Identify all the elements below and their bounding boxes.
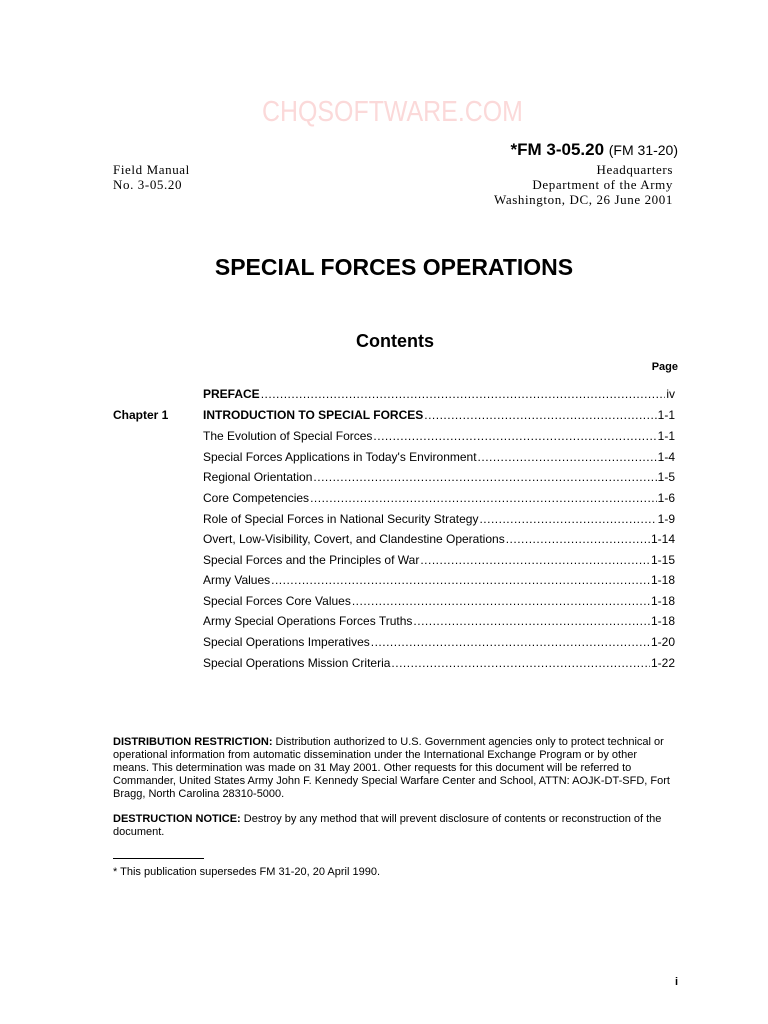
toc-entry-page: 1-14 — [650, 532, 675, 546]
toc-entry-page: 1-6 — [657, 491, 675, 505]
toc-entry[interactable] — [203, 634, 675, 650]
toc-leader-dots — [413, 613, 650, 629]
toc-entry-label: Special Forces Core Values — [203, 594, 351, 608]
toc-entry-label: Special Operations Mission Criteria — [203, 656, 391, 670]
toc-entry[interactable] — [203, 469, 675, 485]
toc-entry-label: INTRODUCTION TO SPECIAL FORCES — [203, 408, 424, 422]
toc-leader-dots — [506, 531, 650, 547]
toc-entry-page: 1-18 — [650, 594, 675, 608]
toc-entry-page: iv — [666, 387, 675, 401]
footnote-divider — [113, 858, 204, 859]
destruction-text: Destroy by any method that will prevent disclosure of contents or reconstruction of the document. — [113, 813, 662, 838]
toc-entry-label: Army Special Operations Forces Truths — [203, 614, 413, 628]
toc-entry[interactable] — [203, 428, 675, 444]
toc-entry-label: Regional Orientation — [203, 470, 313, 484]
toc-entry-label: The Evolution of Special Forces — [203, 429, 373, 443]
toc-entry[interactable] — [203, 407, 675, 423]
toc-entry-page: 1-20 — [650, 635, 675, 649]
toc-entry-page: 1-4 — [657, 450, 675, 464]
toc-leader-dots — [310, 490, 657, 506]
manual-number: No. 3-05.20 — [113, 177, 183, 192]
toc-entry-label: Special Forces Applications in Today's Environment — [203, 450, 477, 464]
toc-leader-dots — [373, 428, 656, 444]
toc-entry[interactable] — [203, 552, 675, 568]
toc-entry-page: 1-18 — [650, 573, 675, 587]
department-label: Department of the Army — [532, 177, 673, 192]
toc-entry-label: Role of Special Forces in National Security Strategy — [203, 512, 479, 526]
toc-entry[interactable] — [203, 531, 675, 547]
toc-leader-dots — [371, 634, 650, 650]
field-manual-label: Field Manual — [113, 162, 190, 177]
fm-number-block — [510, 140, 678, 160]
location-date: Washington, DC, 26 June 2001 — [494, 192, 673, 207]
toc-entry-page: 1-1 — [657, 429, 675, 443]
toc-leader-dots — [261, 386, 666, 402]
fm-supersedes-short: (FM 31-20) — [608, 142, 678, 158]
toc-leader-dots — [352, 593, 650, 609]
fm-number: *FM 3-05.20 — [510, 140, 605, 159]
toc-entry-label: Army Values — [203, 573, 271, 587]
toc-entry[interactable] — [203, 490, 675, 506]
toc-entry-page: 1-18 — [650, 614, 675, 628]
toc-leader-dots — [478, 449, 657, 465]
toc-entry[interactable] — [203, 593, 675, 609]
contents-heading: Contents — [356, 331, 434, 351]
toc-entry-page: 1-1 — [657, 408, 675, 422]
toc-leader-dots — [479, 511, 656, 527]
toc-leader-dots — [391, 655, 650, 671]
distribution-text: Distribution authorized to U.S. Government agencies only to protect technical or operational information from automatic dissemination under the International Exchange Program or by other means. This determination was made on 31 May 2001. Other requests for this document will be referred to Commander, United States Army John F. Kennedy Special Warfare Center and School, ATTN: AOJK-DT-SFD, Fort Bragg, North Carolina 28310-5000. — [113, 736, 670, 800]
toc-entry-page: 1-5 — [657, 470, 675, 484]
toc-entry[interactable] — [203, 449, 675, 465]
distribution-restriction — [113, 736, 675, 801]
toc-leader-dots — [424, 407, 656, 423]
toc-leader-dots — [271, 572, 650, 588]
destruction-heading: DESTRUCTION NOTICE: — [113, 813, 241, 825]
toc-entry-page: 1-15 — [650, 553, 675, 567]
toc-entry-label: PREFACE — [203, 387, 260, 401]
toc-entry[interactable] — [203, 572, 675, 588]
page-number: i — [674, 976, 678, 988]
toc-leader-dots — [420, 552, 650, 568]
destruction-notice — [113, 813, 675, 839]
toc-entry[interactable] — [203, 511, 675, 527]
distribution-heading: DISTRIBUTION RESTRICTION: — [113, 736, 273, 748]
toc-entry-label: Special Operations Imperatives — [203, 635, 370, 649]
toc-entry-page: 1-9 — [657, 512, 675, 526]
page-column-label: Page — [651, 361, 678, 373]
toc-leader-dots — [313, 469, 656, 485]
headquarters-label: Headquarters — [596, 162, 673, 177]
toc-entry[interactable] — [203, 613, 675, 629]
watermark-text: CHQSOFTWARE.COM — [262, 96, 523, 128]
toc-entry[interactable] — [203, 386, 675, 402]
document-title: SPECIAL FORCES OPERATIONS — [214, 254, 574, 280]
toc-entry-label: Special Forces and the Principles of War — [203, 553, 420, 567]
toc-entry-label: Core Competencies — [203, 491, 310, 505]
toc-entry[interactable] — [203, 655, 675, 671]
toc-entry-label: Overt, Low-Visibility, Covert, and Clandestine Operations — [203, 532, 505, 546]
chapter-label: Chapter 1 — [113, 408, 169, 422]
footnote: * This publication supersedes FM 31-20, 20 April 1990. — [113, 866, 381, 878]
toc-entry-page: 1-22 — [650, 656, 675, 670]
